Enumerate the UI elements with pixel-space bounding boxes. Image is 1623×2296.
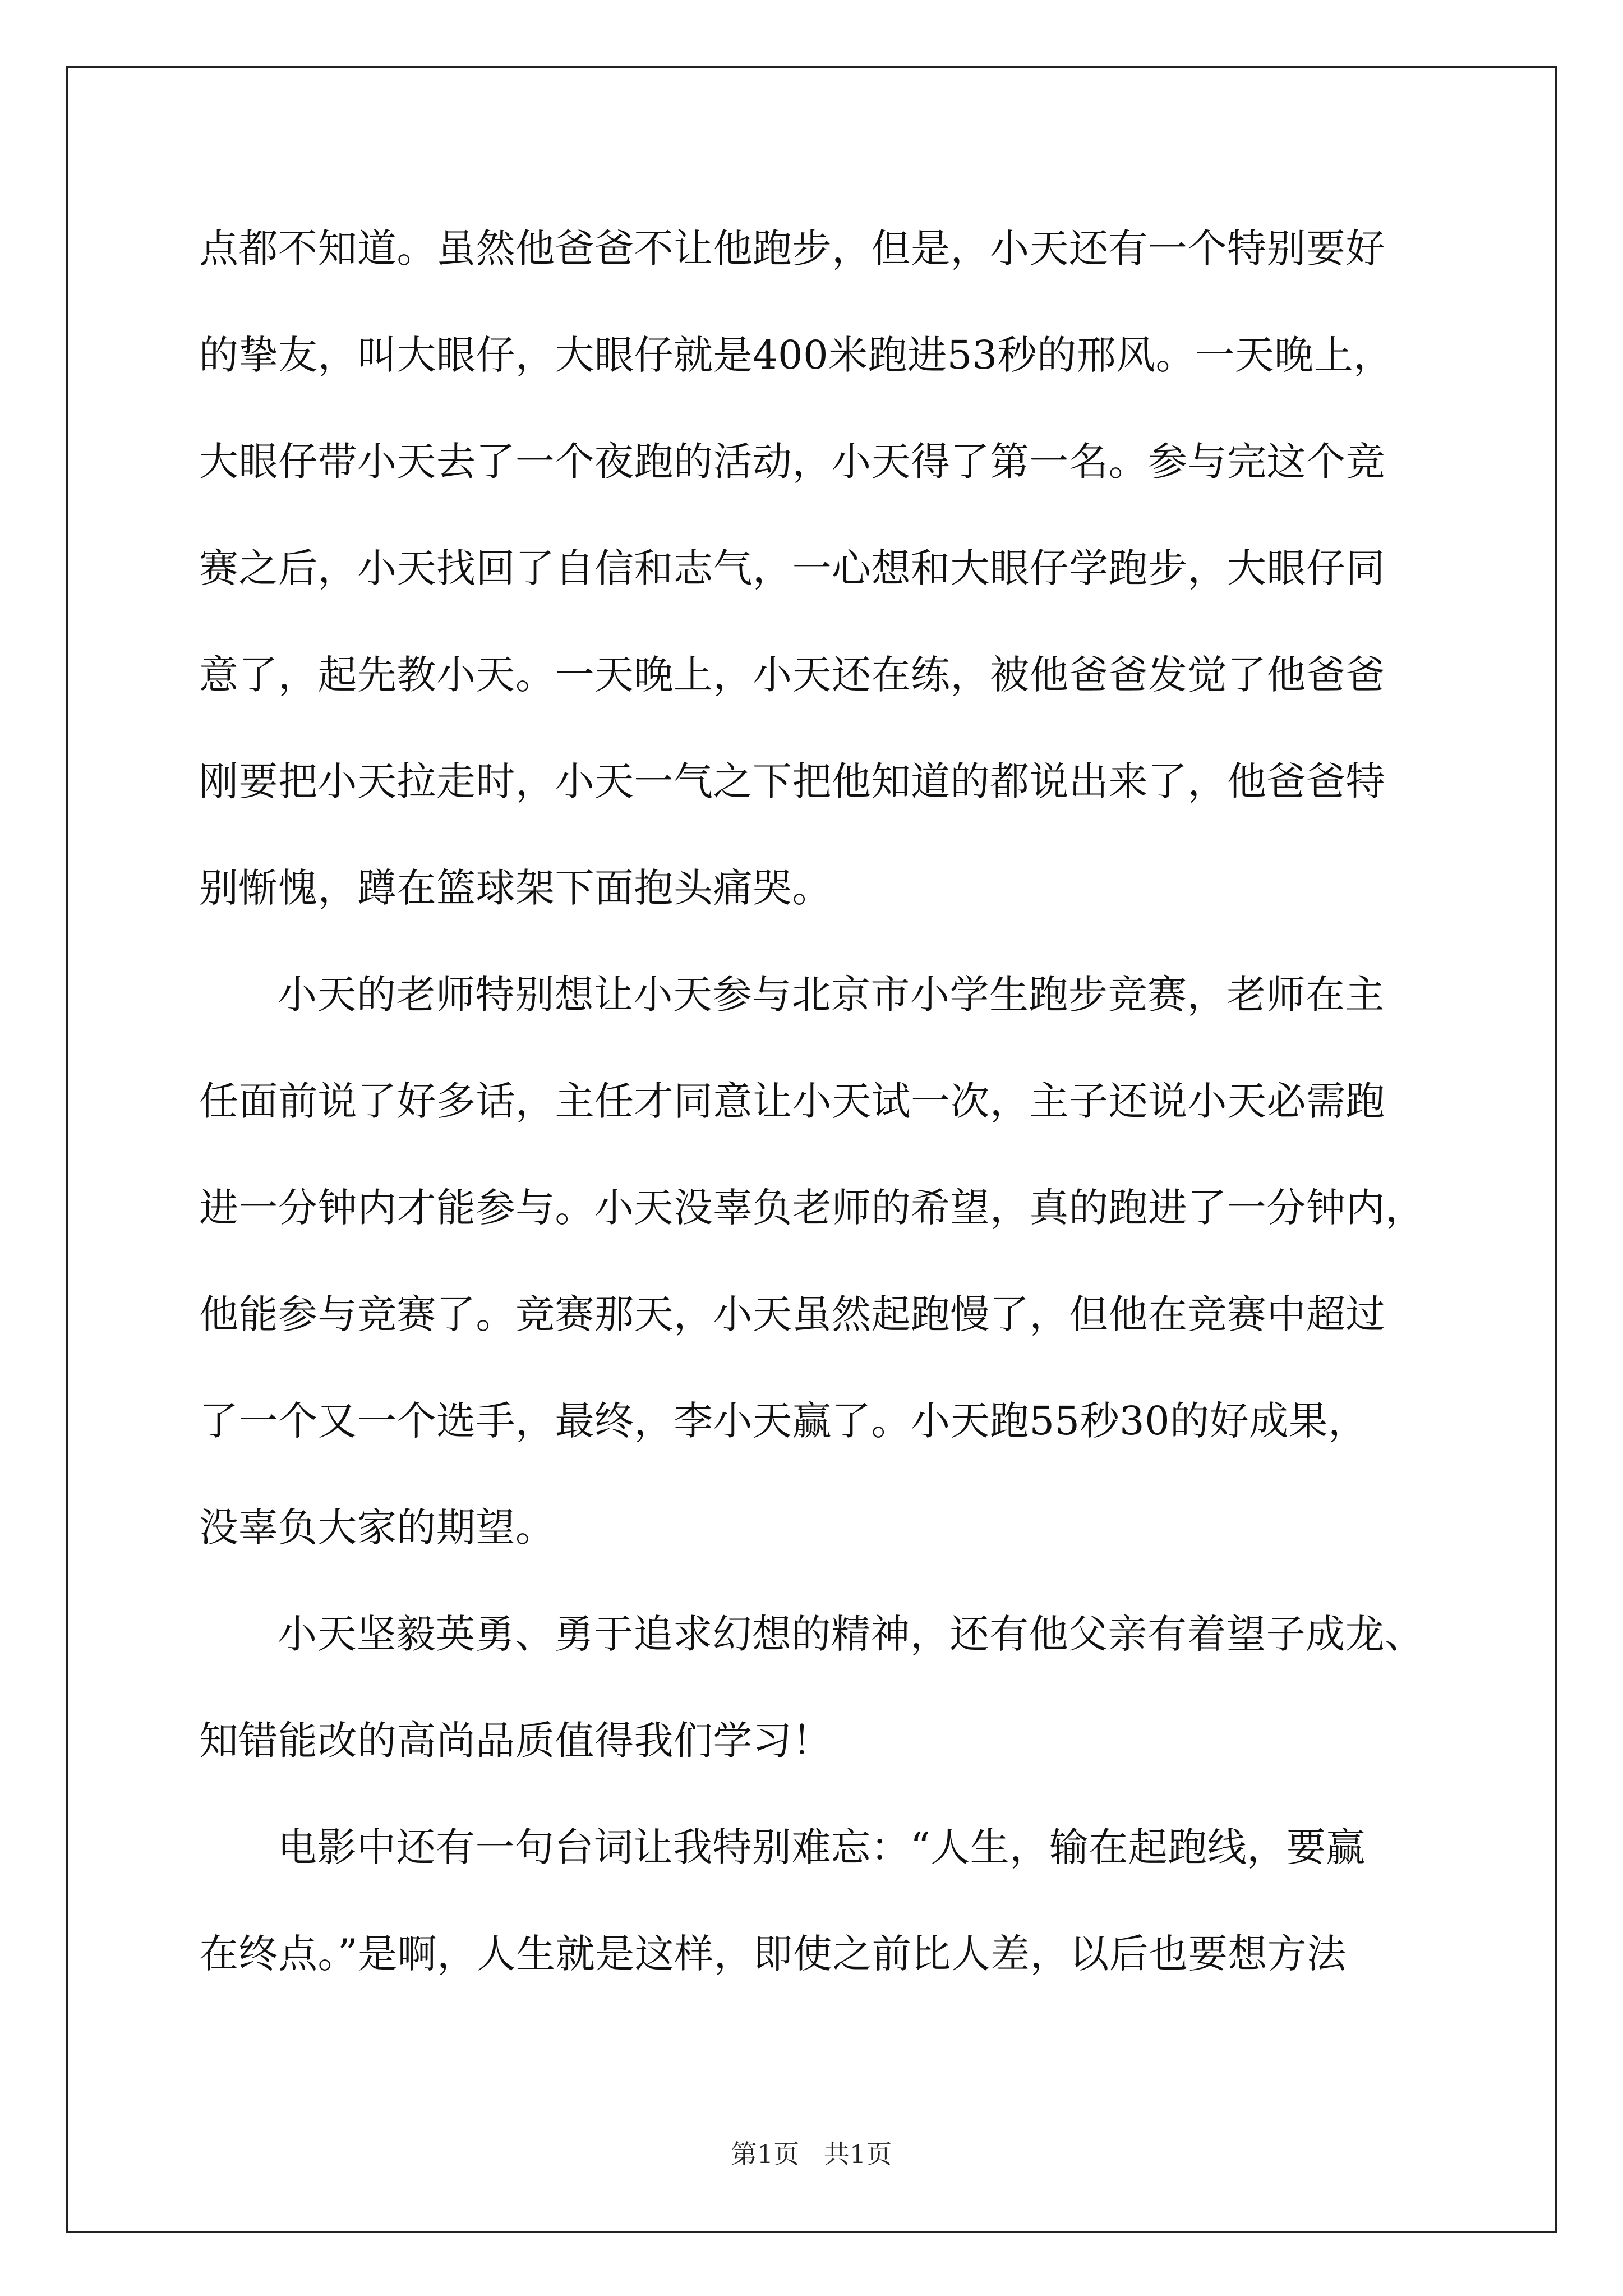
paragraph-2 [199, 961, 1426, 1600]
text-line: 他能参与竞赛了。竞赛那天，小天虽然起跑慢了，但他在竞赛中超过 [199, 1291, 1385, 1337]
text-line: 赛之后，小天找回了自信和志气，一心想和大眼仔学跑步，大眼仔同 [199, 545, 1385, 591]
text-line: 大眼仔带小天去了一个夜跑的活动，小天得了第一名。参与完这个竞 [199, 439, 1385, 485]
text-line: 进一分钟内才能参与。小天没辜负老师的希望，真的跑进了一分钟内， [199, 1185, 1425, 1231]
page-footer: 第1页 共1页 [731, 2139, 892, 2169]
text-line: 意了，起先教小天。一天晚上，小天还在练，被他爸爸发觉了他爸爸 [199, 652, 1385, 698]
text-line: 小天坚毅英勇、勇于追求幻想的精神，还有他父亲有着望子成龙、 [278, 1611, 1424, 1657]
text-line: 小天的老师特别想让小天参与北京市小学生跑步竞赛，老师在主 [278, 972, 1385, 1018]
text-line: 的挚友，叫大眼仔，大眼仔就是400米跑进53秒的邢风。一天晚上， [199, 332, 1393, 378]
text-line: 没辜负大家的期望。 [199, 1504, 555, 1550]
text-line: 别惭愧，蹲在篮球架下面抱头痛哭。 [199, 865, 832, 911]
text-line: 刚要把小天拉走时，小天一气之下把他知道的都说出来了，他爸爸特 [199, 758, 1385, 804]
paragraph-1 [199, 215, 1426, 961]
text-line: 知错能改的高尚品质值得我们学习！ [199, 1718, 832, 1764]
paragraph-4 [199, 1814, 1426, 2027]
text-line: 在终点。”是啊，人生就是这样，即使之前比人差，以后也要想方法 [199, 1931, 1347, 1977]
text-line: 任面前说了好多话，主任才同意让小天试一次，主子还说小天必需跑 [199, 1078, 1385, 1124]
text-line: 了一个又一个选手，最终，李小天赢了。小天跑55秒30的好成果， [199, 1398, 1368, 1444]
document-body [199, 215, 1426, 2027]
text-line: 点都不知道。虽然他爸爸不让他跑步，但是，小天还有一个特别要好 [199, 226, 1385, 272]
paragraph-3 [199, 1600, 1426, 1814]
text-line: 电影中还有一句台词让我特别难忘：“人生，输在起跑线，要赢 [278, 1824, 1366, 1870]
